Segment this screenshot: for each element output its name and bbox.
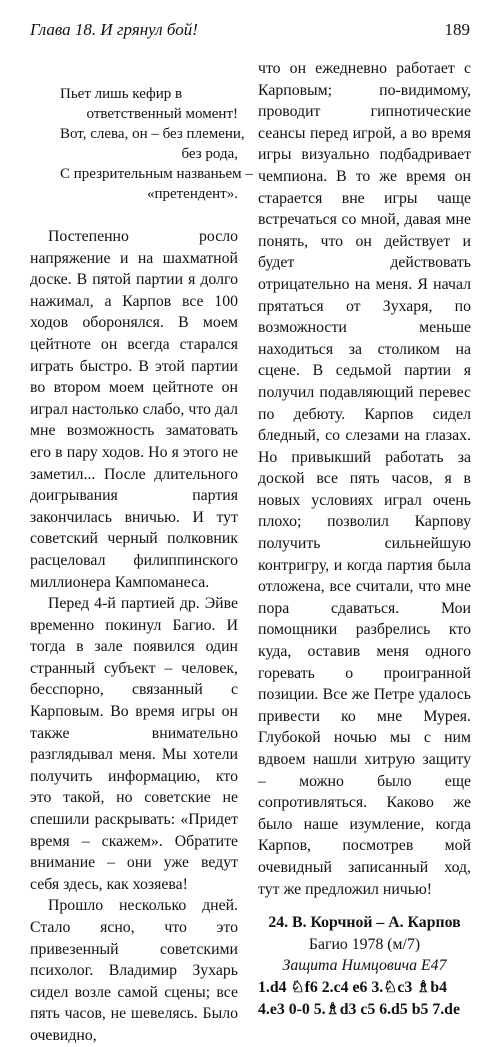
poem-line: без рода,	[181, 146, 238, 162]
game-event: Багио 1978 (м/7)	[308, 935, 421, 953]
poem-line: Вот, слева, он – без племени,	[60, 126, 245, 142]
game-moves: 1.d4 ♘f6 2.c4 e6 3.♘c3 ♗b4 4.e3 0-0 5.♗d3 c5 6.d5 b5 7.de	[258, 978, 460, 1018]
poem-line: Пьет лишь кефир в	[60, 86, 183, 102]
left-column	[30, 58, 253, 1047]
game-heading: 24. В. Корчной – А. Карпов	[268, 914, 461, 932]
poem-line: ответственный момент!	[86, 106, 238, 122]
poem-line: «претендент».	[146, 186, 238, 202]
paragraph: Прошло несколько дней. Стало ясно, что это привезенный советскими психолог. Владимир Зухарь сидел возле самой сцены; все пять часов, не шевелясь. Было очевидно,	[30, 897, 238, 1044]
epigraph-poem	[60, 84, 253, 204]
game-opening: Защита Нимцовича E47	[282, 957, 447, 975]
running-header	[30, 20, 470, 44]
chapter-title: Глава 18. И грянул бой!	[30, 20, 198, 39]
poem-line: С презрительным названьем –	[60, 166, 253, 182]
right-column	[258, 58, 471, 1020]
paragraph: Постепенно росло напряжение и на шахматной доске. В пятой партии я долго нажимал, а Карпов все 100 ходов оборонялся. В моем цейтноте он всегда старался играть быстро. В этой партии во втором моем цейтноте он играл настолько слабо, что дал мне возможность заматовать его в пару ходов. Но я этого не заметил... После длительного доигрывания партия закончилась вничью. И тут советский черный полковник расцеловал филиппинского миллионера Кампоманеса.	[30, 228, 238, 591]
paragraph: что он ежедневно работает с Карповым; по-видимому, проводит гипнотические сеансы перед игрой, а во время игры визуально подбадривает чемпиона. В то же время он старается вне игры чаще встречаться со мной, давая мне понять, что он действует и будет действовать отрицательно на меня. Я начал прятаться от Зухаря, по возможности меньше находиться за столиком на сцене. В седьмой партии я получил подавляющий перевес по дебюту. Карпов сидел бледный, со слезами на глазах. Но привыкший работать за доской все пять часов, я в новых условиях играл очень плохо; позволил Карпову получить сильнейшую контригру, и когда партия была отложена, все считали, что мне пора сдаваться. Мои помощники разбрелись кто куда, оставив меня одного горевать о проигранной позиции. Все же Петре удалось привести ко мне Мурея. Глубокой ночью мы с ним вдвоем нашли хитрую защиту – можно было еще сопротивляться. Каково же было наше изумление, когда Карпов, посмотрев мой очевидный записанный ход, тут же предложил ничью!	[258, 60, 471, 898]
paragraph: Перед 4-й партией др. Эйве временно покинул Багио. И тогда в зале появился один странный субъект – человек, бесспорно, связанный с Карповым. Во время игры он также внимательно разглядывал меня. Мы хотели получить информацию, кто это такой, но советские не спешили раскрывать: «Придет время – скажем». Обратите внимание – они уже ведут себя здесь, как хозяева!	[30, 595, 238, 893]
chess-game	[258, 912, 471, 1020]
page-number: 189	[444, 20, 470, 39]
